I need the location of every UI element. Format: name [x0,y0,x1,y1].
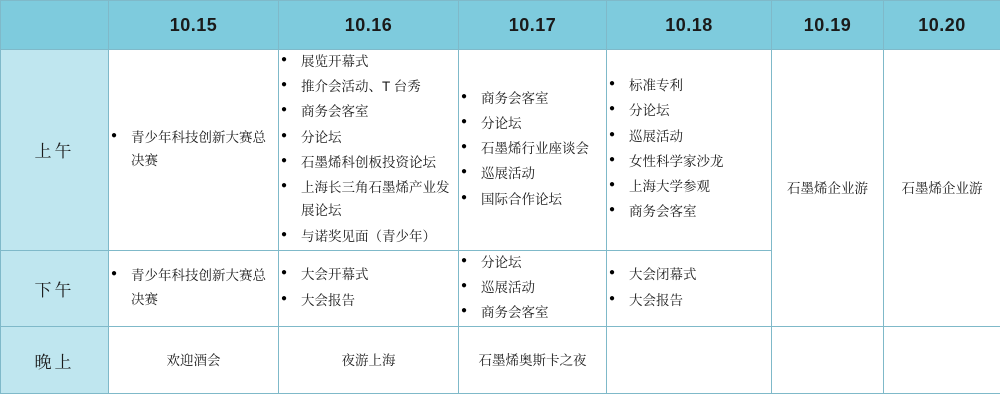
event-label: 巡展活动 [481,279,535,295]
cell-afternoon-1015 [109,250,279,327]
bullet-icon: ● [609,204,616,216]
bullet-icon: ● [281,54,288,65]
list-item [607,99,771,122]
event-label: 分论坛 [481,116,522,132]
cell-morning-1016 [279,50,459,251]
event-label: 大会报告 [629,292,683,308]
header-date-1017: 10.17 [459,1,607,50]
event-label: 青少年科技创新大赛总决赛 [131,129,266,168]
event-list [459,251,606,325]
cell-evening-1020 [884,327,1000,394]
header-corner-cell [1,1,109,50]
list-item [279,151,458,174]
event-label: 上海长三角石墨烯产业发展论坛 [301,180,450,219]
bullet-icon: ● [461,90,468,102]
event-list [607,263,771,311]
event-label: 商务会客室 [481,90,549,106]
bullet-icon: ● [281,104,288,116]
row-label-afternoon: 下午 [1,250,109,327]
bullet-icon: ● [609,128,616,140]
event-label: 展览开幕式 [301,54,369,69]
list-item [279,126,458,149]
event-label: 青少年科技创新大赛总决赛 [131,268,266,307]
bullet-icon: ● [281,129,288,141]
event-label: 分论坛 [629,103,670,119]
bullet-icon: ● [461,191,468,203]
bullet-icon: ● [609,267,616,279]
list-item [109,264,278,310]
bullet-icon: ● [609,78,616,90]
header-date-1018: 10.18 [607,1,772,50]
bullet-icon: ● [111,129,118,141]
event-list [109,264,278,310]
bullet-icon: ● [281,180,288,192]
cell-morning-1017 [459,50,607,251]
list-item [459,112,606,135]
bullet-icon: ● [609,179,616,191]
row-label-morning: 上午 [1,50,109,251]
bullet-icon: ● [281,292,288,304]
list-item [607,74,771,97]
cell-evening-1016: 夜游上海 [279,327,459,394]
header-date-1019: 10.19 [772,1,884,50]
cell-afternoon-1016 [279,250,459,327]
list-item [607,200,771,223]
header-date-1015: 10.15 [109,1,279,50]
list-item [607,175,771,198]
bullet-icon: ● [281,267,288,279]
bullet-icon: ● [281,79,288,91]
list-item [279,225,458,248]
list-item [459,251,606,274]
bullet-icon: ● [461,141,468,153]
cell-evening-1015: 欢迎酒会 [109,327,279,394]
list-item [607,125,771,148]
row-label-evening: 晚上 [1,327,109,394]
list-item [279,75,458,98]
list-item [459,162,606,185]
event-label: 商务会客室 [481,305,549,321]
event-list [279,263,458,311]
list-item [109,126,278,172]
event-list [109,126,278,172]
event-label: 国际合作论坛 [481,191,562,207]
list-item [279,50,458,73]
list-item [279,263,458,286]
table-row-morning [1,50,1000,251]
event-label: 巡展活动 [481,166,535,182]
bullet-icon: ● [281,228,288,240]
event-label: 女性科学家沙龙 [629,153,724,169]
event-label: 巡展活动 [629,128,683,144]
cell-evening-1018 [607,327,772,394]
event-label: 大会报告 [301,292,355,308]
cell-1019-tour: 石墨烯企业游 [772,50,884,327]
list-item [279,289,458,312]
cell-afternoon-1018 [607,250,772,327]
list-item [459,188,606,211]
event-label: 上海大学参观 [629,179,710,195]
cell-1020-tour: 石墨烯企业游 [884,50,1000,327]
list-item [459,301,606,324]
cell-evening-1017: 石墨烯奥斯卡之夜 [459,327,607,394]
list-item [279,100,458,123]
bullet-icon: ● [461,166,468,178]
bullet-icon: ● [111,268,118,280]
bullet-icon: ● [609,153,616,165]
table-header-row [1,1,1000,50]
event-list [459,87,606,211]
bullet-icon: ● [461,305,468,317]
list-item [607,263,771,286]
list-item [459,137,606,160]
bullet-icon: ● [609,292,616,304]
event-label: 大会开幕式 [301,267,369,283]
bullet-icon: ● [281,154,288,166]
event-label: 石墨烯行业座谈会 [481,141,589,157]
header-date-1020: 10.20 [884,1,1000,50]
event-label: 分论坛 [481,254,522,270]
bullet-icon: ● [461,254,468,266]
event-label: 与诺奖见面（青少年） [301,228,436,244]
cell-morning-1015 [109,50,279,251]
list-item [607,150,771,173]
bullet-icon: ● [609,103,616,115]
event-label: 推介会活动、T 台秀 [301,79,421,95]
event-label: 石墨烯科创板投资论坛 [301,154,436,170]
event-list [607,74,771,223]
event-label: 标准专利 [629,78,683,94]
header-date-1016: 10.16 [279,1,459,50]
cell-afternoon-1017 [459,250,607,327]
bullet-icon: ● [461,279,468,291]
list-item [459,276,606,299]
event-list [279,50,458,248]
event-label: 大会闭幕式 [629,267,697,283]
cell-morning-1018 [607,50,772,251]
cell-evening-1019 [772,327,884,394]
event-label: 商务会客室 [629,204,697,220]
table-row-evening [1,327,1000,394]
list-item [607,289,771,312]
list-item [459,87,606,110]
list-item [279,176,458,222]
event-label: 商务会客室 [301,104,369,120]
bullet-icon: ● [461,116,468,128]
event-label: 分论坛 [301,129,342,145]
